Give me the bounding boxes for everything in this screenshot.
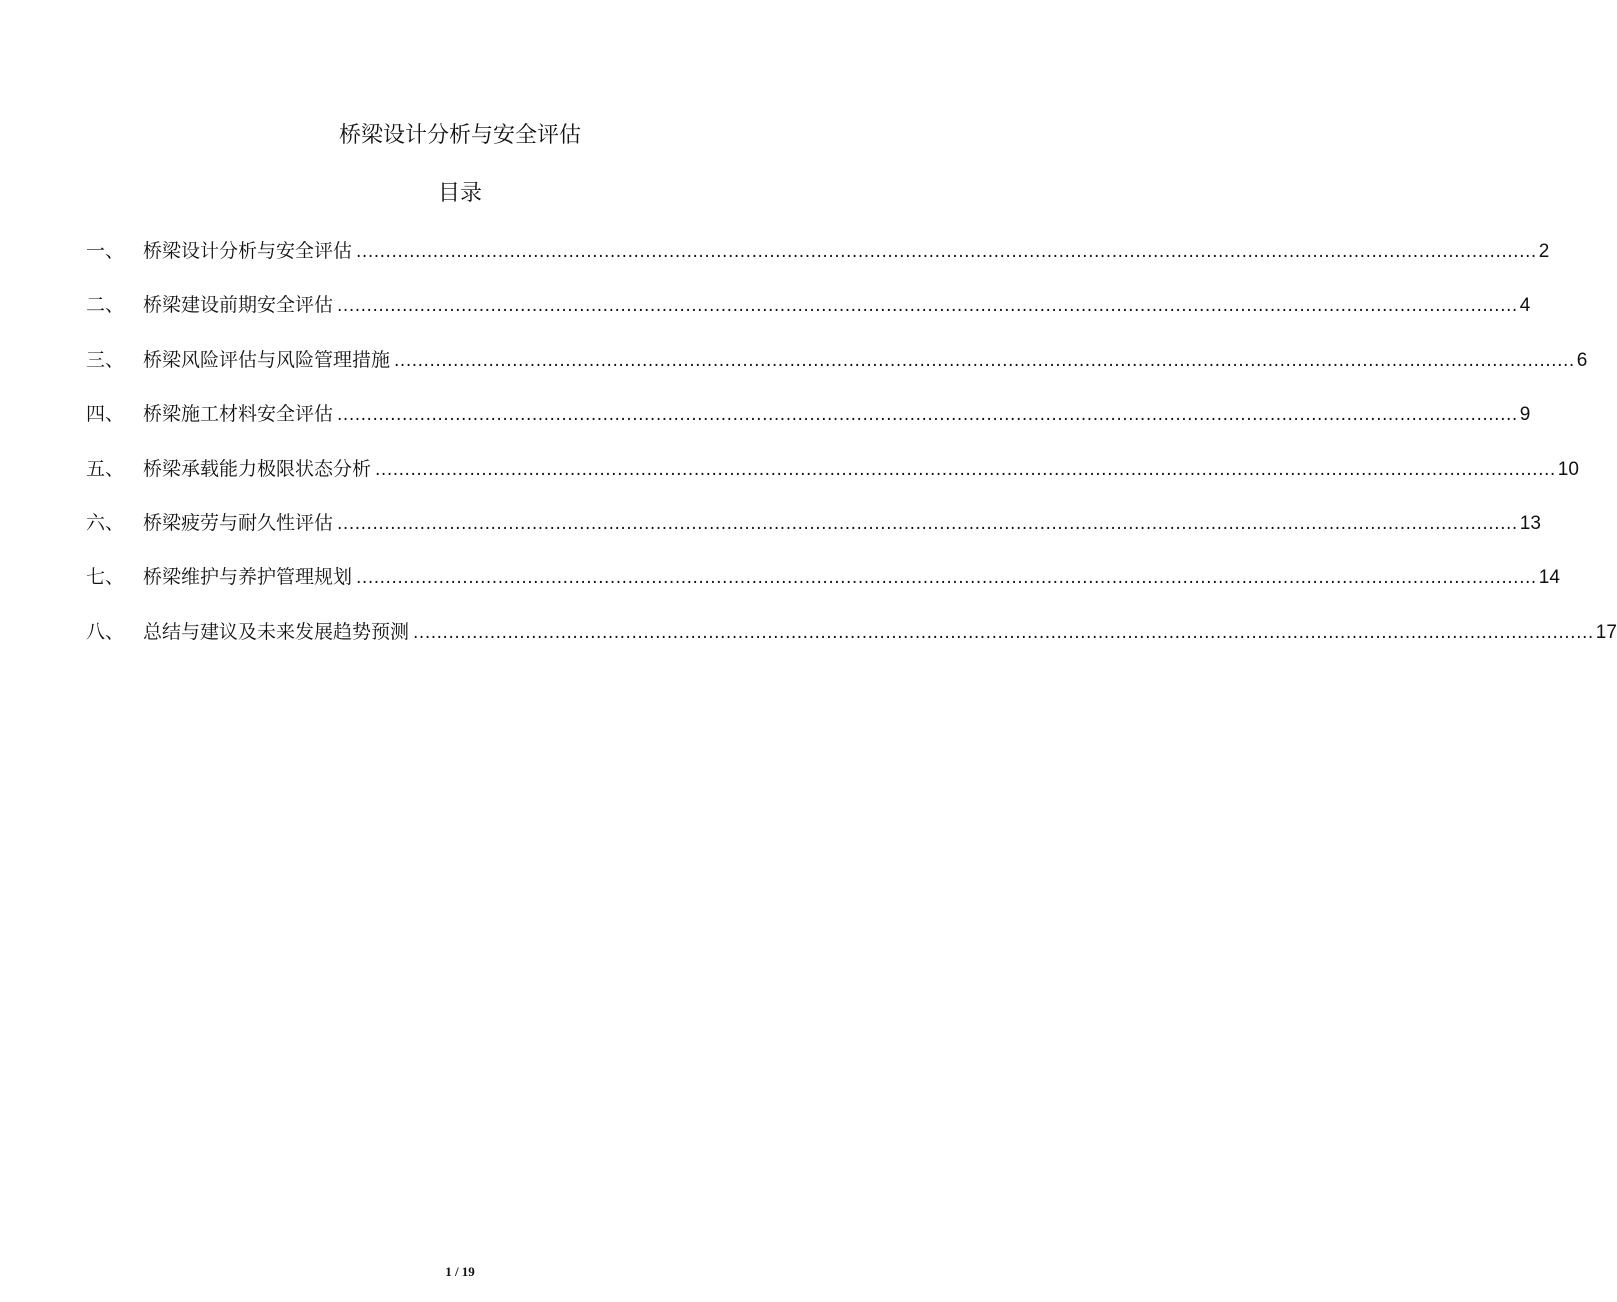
table-of-contents xyxy=(86,234,1617,669)
toc-entry[interactable] xyxy=(86,343,1588,397)
toc-entry-title: 桥梁维护与养护管理规划 xyxy=(143,566,353,589)
toc-entry-title: 桥梁设计分析与安全评估 xyxy=(143,240,353,262)
toc-entry[interactable] xyxy=(86,615,1617,669)
toc-entry-number: 八、 xyxy=(86,620,125,643)
toc-entry-page: 10 xyxy=(1557,458,1579,480)
toc-entry-page: 13 xyxy=(1519,512,1541,534)
toc-entry-page: 17 xyxy=(1595,621,1617,643)
toc-dot-leader: ........................................................................................................................................................................................................ xyxy=(375,459,1556,480)
toc-entry-page: 14 xyxy=(1538,567,1560,589)
toc-entry-title: 桥梁疲劳与耐久性评估 xyxy=(143,511,334,534)
toc-entry[interactable] xyxy=(86,560,1560,614)
toc-dot-leader: ........................................................................................................................................................................................................ xyxy=(337,513,1518,534)
toc-entry-number: 四、 xyxy=(86,403,125,426)
page-number-footer: 1 / 19 xyxy=(445,1264,475,1279)
toc-entry[interactable] xyxy=(86,506,1541,560)
toc-heading: 目录 xyxy=(437,181,482,206)
document-title: 桥梁设计分析与安全评估 xyxy=(338,123,581,148)
toc-entry-title: 桥梁风险评估与风险管理措施 xyxy=(143,348,391,371)
toc-entry-number: 六、 xyxy=(86,511,125,534)
toc-dot-leader: ........................................................................................................................................................................................................ xyxy=(356,242,1537,262)
toc-entry-title: 桥梁施工材料安全评估 xyxy=(143,403,334,426)
toc-entry-number: 一、 xyxy=(86,240,125,262)
toc-entry-title: 桥梁承载能力极限状态分析 xyxy=(143,457,372,480)
toc-dot-leader: ........................................................................................................................................................................................................ xyxy=(337,405,1518,426)
toc-entry-number: 二、 xyxy=(86,294,125,317)
toc-dot-leader: ........................................................................................................................................................................................................ xyxy=(413,622,1594,643)
toc-entry[interactable] xyxy=(86,234,1550,288)
toc-entry-page: 2 xyxy=(1538,241,1550,262)
toc-entry-page: 4 xyxy=(1519,295,1531,317)
toc-entry-page: 6 xyxy=(1576,349,1588,371)
toc-entry[interactable] xyxy=(86,288,1531,342)
toc-entry-page: 9 xyxy=(1519,404,1531,426)
toc-entry-title: 桥梁建设前期安全评估 xyxy=(143,294,334,317)
toc-entry[interactable] xyxy=(86,397,1531,451)
toc-dot-leader: ........................................................................................................................................................................................................ xyxy=(337,296,1518,317)
toc-entry-number: 七、 xyxy=(86,566,125,589)
toc-dot-leader: ........................................................................................................................................................................................................ xyxy=(356,568,1537,589)
toc-entry-title: 总结与建议及未来发展趋势预测 xyxy=(143,620,410,643)
toc-entry[interactable] xyxy=(86,452,1579,506)
toc-entry-number: 五、 xyxy=(86,457,125,480)
toc-dot-leader: ........................................................................................................................................................................................................ xyxy=(394,350,1575,371)
toc-entry-number: 三、 xyxy=(86,348,125,371)
